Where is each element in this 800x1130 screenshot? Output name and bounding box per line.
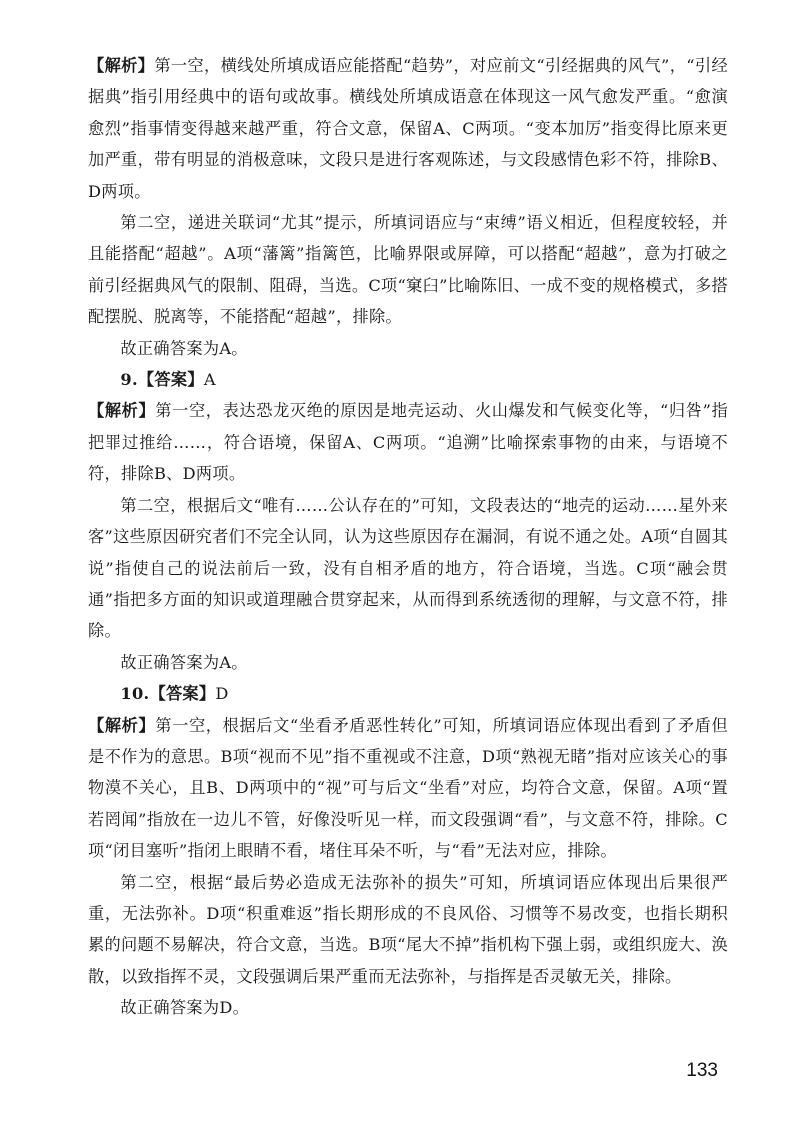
- paragraph-text: 第二空，根据后文“唯有……公认存在的”可知，文段表达的“地壳的运动……星外来客”这些原因研究者们不完全认同，认为这些原因存在漏洞，有说不通之处。A项“自圆其说”指使自己的说法前后一致，没有自相矛盾的地方，符合语境，当选。C项“融会贯通”指把多方面的知识或道理融合贯穿起来，从而得到系统透彻的理解，与文意不符，排除。: [88, 495, 728, 641]
- answer-tag: 10.【答案】: [120, 684, 216, 704]
- paragraph-1: [88, 50, 728, 207]
- answer-value: D: [215, 684, 229, 704]
- answer-tag: 9.【答案】: [120, 370, 204, 390]
- paragraph-text: 第一空，根据后文“坐看矛盾恶性转化”可知，所填词语应体现出看到了矛盾但是不作为的意思。B项“视而不见”指不重视或不注意，D项“熟视无睹”指对应该关心的事物漠不关心，且B、D两项中的“视”可与后文“坐看”对应，均符合文意，保留。A项“置若罔闻”指放在一边儿不管，好像没听见一样，而文段强调“看”，与文意不符，排除。C项“闭目塞听”指闭上眼睛不看，堵住耳朵不听，与“看”无法对应，排除。: [88, 715, 728, 861]
- paragraph-text: 故正确答案为A。: [120, 652, 248, 672]
- answer-value: A: [203, 370, 216, 390]
- analysis-tag: 【解析】: [88, 56, 155, 75]
- answer-9: [88, 364, 728, 395]
- paragraph-text: 第一空，横线处所填成语应能搭配“趋势”，对应前文“引经据典的风气”，“引经据典”指引用经典中的语句或故事。横线处所填成语意在体现这一风气愈发严重。“愈演愈烈”指事情变得越来越严重，符合文意，保留A、C两项。“变本加厉”指变得比原来更加严重，带有明显的消极意味，文段只是进行客观陈述，与文段感情色彩不符，排除B、D两项。: [88, 56, 728, 201]
- answer-10: [88, 678, 728, 709]
- paragraph-7: [88, 647, 728, 678]
- paragraph-11: [88, 992, 728, 1023]
- answer-explanations: [88, 50, 728, 1024]
- page-number: 133: [686, 1060, 718, 1081]
- paragraph-text: 第二空，递进关联词“尤其”提示，所填词语应与“束缚”语义相近，但程度较轻，并且能搭配“超越”。A项“藩篱”指篱笆，比喻界限或屏障，可以搭配“超越”，意为打破之前引经据典风气的限制、阻碍，当选。C项“窠臼”比喻陈旧、一成不变的规格模式，多搭配摆脱、脱离等，不能搭配“超越”，排除。: [88, 213, 728, 327]
- analysis-tag: 【解析】: [88, 401, 156, 421]
- paragraph-text: 故正确答案为A。: [120, 338, 248, 358]
- paragraph-5: [88, 395, 728, 489]
- analysis-tag: 【解析】: [88, 715, 156, 735]
- paragraph-text: 第一空，表达恐龙灭绝的原因是地壳运动、火山爆发和气候变化等，“归咎”指把罪过推给……，符合语境，保留A、C两项。“追溯”比喻探索事物的由来，与语境不符，排除B、D两项。: [88, 401, 728, 484]
- paragraph-10: [88, 867, 728, 993]
- paragraph-text: 故正确答案为D。: [120, 998, 250, 1018]
- paragraph-2: [88, 207, 728, 333]
- paragraph-6: [88, 490, 728, 647]
- paragraph-9: [88, 710, 728, 867]
- paragraph-3: [88, 333, 728, 364]
- paragraph-text: 第二空，根据“最后势必造成无法弥补的损失”可知，所填词语应体现出后果很严重，无法弥补。D项“积重难返”指长期形成的不良风俗、习惯等不易改变，也指长期积累的问题不易解决，符合文意，当选。B项“尾大不掉”指机构下强上弱，或组织庞大、涣散，以致指挥不灵，文段强调后果严重而无法弥补，与指挥是否灵敏无关，排除。: [88, 872, 728, 986]
